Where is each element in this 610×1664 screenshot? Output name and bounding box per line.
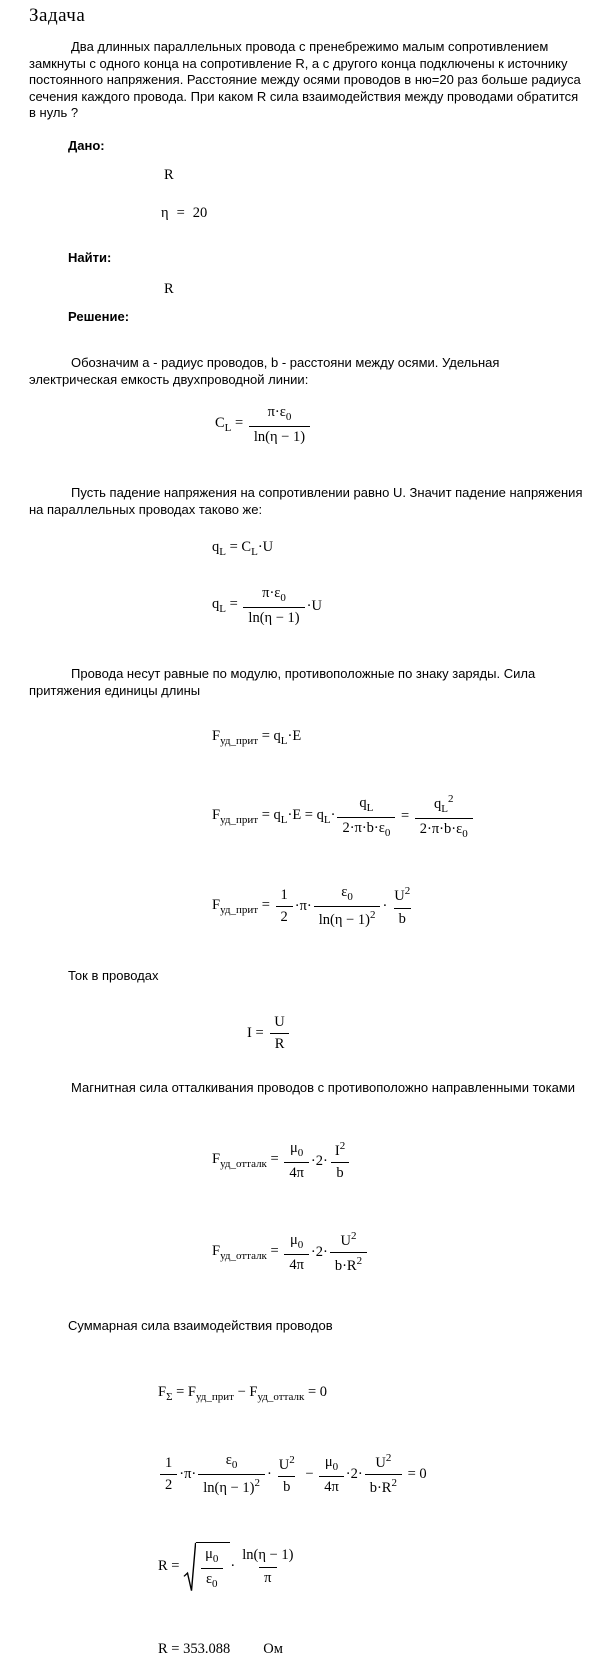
page-title: Задача	[29, 5, 86, 26]
denominator: b	[278, 1476, 295, 1496]
subscript: 0	[347, 891, 353, 903]
math-token: ε	[341, 884, 348, 900]
fraction	[200, 1546, 223, 1591]
math-token	[212, 1243, 282, 1263]
math-token: μ	[205, 1546, 213, 1562]
math-token: ln(η − 1)	[203, 1480, 255, 1497]
problem-statement: Два длинных параллельных провода с пренебрежимо малым сопротивлением замкнуты с одного конца на сопротивление R, а с другого конца подключены к источнику постоянного напряжения. Расстояние между осями проводов в ню=20 раз больше радиуса сечения каждого провода. При каком R сила взаимодействия между проводами обратится в нуль ?	[29, 39, 581, 120]
fraction	[249, 404, 310, 447]
denominator	[198, 1474, 265, 1497]
solution-label: Решение:	[68, 309, 130, 324]
numerator	[320, 1454, 343, 1476]
superscript: 2	[254, 1477, 260, 1490]
superscript: 2	[369, 909, 376, 922]
numerator	[354, 795, 378, 817]
fraction	[389, 885, 415, 928]
multiplication-dot: ·	[330, 807, 336, 824]
math-token: I	[247, 1025, 252, 1042]
denominator	[337, 817, 395, 840]
fraction	[276, 887, 293, 927]
math-token	[215, 415, 247, 435]
fraction	[198, 1452, 265, 1498]
equals-sign: =	[225, 596, 242, 613]
superscript: 2	[404, 885, 411, 898]
math-token: ·π·	[179, 1466, 197, 1483]
fraction	[237, 1547, 298, 1587]
fraction	[269, 1014, 289, 1054]
numerator	[336, 884, 358, 906]
denominator: 2	[160, 1474, 177, 1494]
result-value	[158, 1641, 283, 1658]
equals-sign: =	[258, 807, 274, 824]
subscript: L	[224, 422, 232, 435]
equals-sign: =	[231, 415, 247, 432]
math-token	[158, 1558, 183, 1575]
subscript: 0	[332, 1460, 339, 1473]
numerator	[429, 793, 458, 818]
math-token: F	[212, 807, 221, 824]
subscript: 0	[384, 826, 391, 839]
math-token: F	[212, 1151, 221, 1168]
math-token: ·E	[287, 728, 302, 744]
numerator: 1	[165, 1455, 173, 1471]
numerator	[257, 585, 291, 607]
denominator	[201, 1568, 223, 1591]
numerator	[285, 1232, 308, 1254]
math-token: I	[334, 1143, 340, 1159]
subscript: уд_прит	[220, 903, 259, 916]
denominator	[415, 818, 473, 841]
numerator	[274, 1454, 300, 1476]
formula-resistance-solution	[158, 1542, 300, 1592]
math-token: 2·π·b·ε	[419, 821, 463, 838]
numerator	[335, 1230, 361, 1252]
paragraph-current: Ток в проводах	[68, 968, 159, 983]
superscript: 2	[356, 1255, 363, 1268]
paragraph-repulsion: Магнитная сила отталкивания проводов с противоположно направленными токами	[71, 1080, 576, 1095]
equals-sign: =	[225, 539, 242, 555]
math-token	[247, 1025, 267, 1042]
numerator	[221, 1452, 243, 1474]
numerator	[200, 1546, 223, 1568]
denominator: 4π	[284, 1254, 309, 1274]
denominator: π	[259, 1567, 276, 1587]
math-token: 0	[319, 1384, 328, 1400]
math-token: U	[340, 1233, 351, 1249]
square-root	[183, 1542, 230, 1592]
math-token: ·U	[257, 539, 274, 555]
subscript: L	[280, 814, 288, 827]
math-token: ·U	[306, 597, 322, 614]
math-token: q	[316, 807, 324, 824]
equals-sign: =	[304, 1384, 320, 1400]
math-token: q	[212, 596, 220, 613]
equals-sign: =	[266, 1242, 283, 1259]
denominator	[249, 426, 310, 446]
superscript: 2	[391, 1477, 397, 1490]
subscript: 0	[212, 1578, 218, 1591]
subscript: L	[366, 801, 374, 814]
equals-sign: =	[266, 1151, 283, 1168]
paragraph-total-force: Суммарная сила взаимодействия проводов	[68, 1318, 333, 1333]
denominator: R	[270, 1033, 290, 1053]
equals-sign: =	[172, 1384, 188, 1400]
math-token	[212, 539, 273, 559]
math-token: R	[158, 1641, 168, 1657]
subscript: 0	[280, 592, 286, 604]
math-token: ε	[225, 1452, 232, 1469]
minus-sign: −	[301, 1466, 318, 1483]
subscript: уд_прит	[220, 814, 259, 827]
denominator: 4π	[319, 1476, 344, 1496]
math-token	[158, 1384, 327, 1404]
formula-current	[247, 1014, 292, 1054]
fraction	[319, 1454, 344, 1497]
denominator: b	[394, 908, 411, 928]
math-token: F	[212, 1242, 221, 1259]
subscript: 0	[297, 1238, 304, 1251]
subscript: уд_отталк	[220, 1249, 267, 1262]
superscript: 2	[350, 1230, 357, 1242]
superscript: 2	[447, 793, 454, 805]
math-token: ·π·	[294, 898, 312, 915]
math-token: π·ε	[262, 585, 281, 601]
math-token	[212, 897, 274, 917]
equals-sign: =	[258, 728, 274, 744]
subscript: уд_отталк	[257, 1391, 305, 1403]
math-token: b·R	[369, 1480, 392, 1497]
numerator	[370, 1452, 396, 1474]
equals-sign: =	[251, 1025, 268, 1042]
denominator: 2	[276, 906, 293, 926]
math-token: 20	[192, 205, 208, 221]
math-token: ·2·	[310, 1152, 328, 1169]
subscript: L	[219, 603, 226, 616]
math-token: ln(η − 1)	[253, 429, 306, 446]
math-token: R	[158, 1558, 168, 1575]
formula-capacitance	[215, 404, 312, 447]
math-token: F	[212, 728, 221, 744]
fraction	[284, 1140, 309, 1183]
math-token: C	[241, 539, 252, 555]
fraction	[243, 585, 304, 628]
multiplication-dot: ·	[266, 1466, 272, 1483]
subscript: L	[251, 546, 258, 558]
numerator	[330, 1140, 350, 1162]
math-token: μ	[289, 1231, 298, 1248]
math-token	[212, 807, 335, 827]
given-label: Дано:	[68, 138, 105, 153]
math-token: b·R	[334, 1258, 357, 1275]
fraction	[160, 1455, 177, 1495]
math-token	[212, 596, 241, 616]
equals-sign: =	[397, 808, 413, 825]
superscript: 2	[289, 1453, 295, 1466]
math-token: F	[158, 1384, 167, 1400]
multiplication-dot: ·	[382, 898, 388, 915]
math-token: q	[212, 539, 220, 555]
formula-repulsion-expanded	[212, 1230, 369, 1276]
subscript: 0	[285, 411, 292, 423]
multiplication-dot: ·	[230, 1558, 236, 1575]
math-token: R	[164, 281, 174, 297]
math-token: U	[394, 888, 405, 905]
fraction	[330, 1230, 367, 1276]
math-token: q	[273, 807, 281, 824]
math-token	[158, 1641, 230, 1658]
paragraph-definitions: Обозначим a - радиус проводов, b - расстояни между осями. Удельная электрическая емкость двухпроводной линии:	[29, 355, 500, 387]
find-label: Найти:	[68, 250, 112, 265]
subscript: уд_отталк	[220, 1158, 267, 1171]
fraction	[365, 1452, 402, 1498]
math-token: U	[375, 1455, 386, 1471]
numerator	[285, 1140, 308, 1162]
subscript: L	[219, 546, 226, 558]
paragraph-voltage: Пусть падение напряжения на сопротивлении равно U. Значит падение напряжения на параллельных проводах таково же:	[29, 485, 583, 517]
fraction	[415, 793, 473, 841]
subscript: 0	[462, 828, 468, 841]
radical-sign-icon	[183, 1542, 196, 1592]
math-token: q	[359, 794, 367, 811]
equals-sign: =	[167, 1641, 184, 1657]
math-token: 2·π·b·ε	[342, 819, 385, 836]
subscript: L	[441, 803, 448, 815]
fraction	[284, 1232, 309, 1275]
denominator	[314, 906, 381, 929]
math-token: 0	[419, 1466, 427, 1483]
math-token	[212, 728, 301, 748]
formula-repulsion-force	[212, 1140, 352, 1183]
fraction	[274, 1454, 300, 1497]
fraction	[314, 884, 381, 930]
denominator: b	[331, 1162, 348, 1182]
minus-sign: −	[233, 1384, 250, 1400]
formula-attraction-expanded	[212, 793, 475, 841]
equals-sign: =	[258, 896, 274, 913]
equals-sign: =	[167, 1558, 184, 1575]
fraction	[330, 1140, 350, 1183]
formula-balance-expanded	[158, 1452, 427, 1498]
math-token: μ	[289, 1140, 298, 1157]
math-token: ln(η − 1)	[318, 912, 370, 929]
numerator	[389, 885, 415, 907]
denominator	[243, 607, 304, 627]
math-token: R	[164, 167, 174, 183]
subscript: 0	[231, 1459, 238, 1472]
denominator: 4π	[284, 1162, 309, 1182]
subscript: L	[323, 814, 331, 827]
math-token: q	[273, 728, 281, 744]
given-eta	[161, 205, 207, 222]
formula-attraction-final	[212, 884, 417, 930]
formula-charge	[212, 539, 273, 559]
math-token: F	[187, 1384, 196, 1400]
subscript: L	[280, 735, 288, 747]
formula-charge-expanded	[212, 585, 322, 628]
math-token: F	[249, 1384, 258, 1400]
numerator: U	[274, 1014, 285, 1030]
math-token: ln(η − 1)	[248, 610, 300, 627]
math-token: q	[433, 796, 442, 812]
find-resistance	[164, 281, 174, 298]
math-token	[404, 1466, 427, 1483]
given-resistance	[164, 167, 174, 184]
math-token: ·E =	[287, 807, 317, 824]
math-token: η	[161, 205, 169, 221]
numerator: 1	[280, 886, 288, 903]
denominator	[330, 1252, 367, 1275]
numerator: ln(η − 1)	[242, 1547, 294, 1564]
result-number: 353.088	[183, 1641, 231, 1657]
math-token: ·2·	[345, 1466, 363, 1483]
fraction	[337, 795, 395, 840]
subscript: 0	[297, 1147, 304, 1160]
numerator	[263, 404, 297, 426]
math-token: ε	[205, 1571, 213, 1588]
result-unit: Ом	[263, 1641, 283, 1657]
equals-sign: =	[176, 205, 185, 221]
denominator	[365, 1474, 402, 1497]
equals-sign: =	[403, 1466, 420, 1483]
superscript: 2	[385, 1452, 392, 1464]
formula-force-balance	[158, 1384, 327, 1404]
subscript: Σ	[166, 1391, 173, 1403]
subscript: уд_прит	[196, 1391, 234, 1403]
paragraph-attraction: Провода несут равные по модулю, противоположные по знаку заряды. Сила притяжения единицы длины	[29, 666, 536, 698]
math-token: U	[278, 1456, 290, 1473]
subscript: уд_прит	[220, 735, 259, 747]
math-token	[212, 1151, 282, 1171]
math-token: ·2·	[310, 1244, 328, 1261]
superscript: 2	[339, 1140, 346, 1152]
math-token: C	[215, 415, 225, 432]
math-token: π·ε	[267, 404, 286, 420]
subscript: 0	[212, 1553, 219, 1565]
formula-attraction-force	[212, 728, 301, 748]
math-token: F	[212, 896, 221, 913]
math-token: μ	[324, 1453, 333, 1470]
radicand	[196, 1542, 230, 1592]
